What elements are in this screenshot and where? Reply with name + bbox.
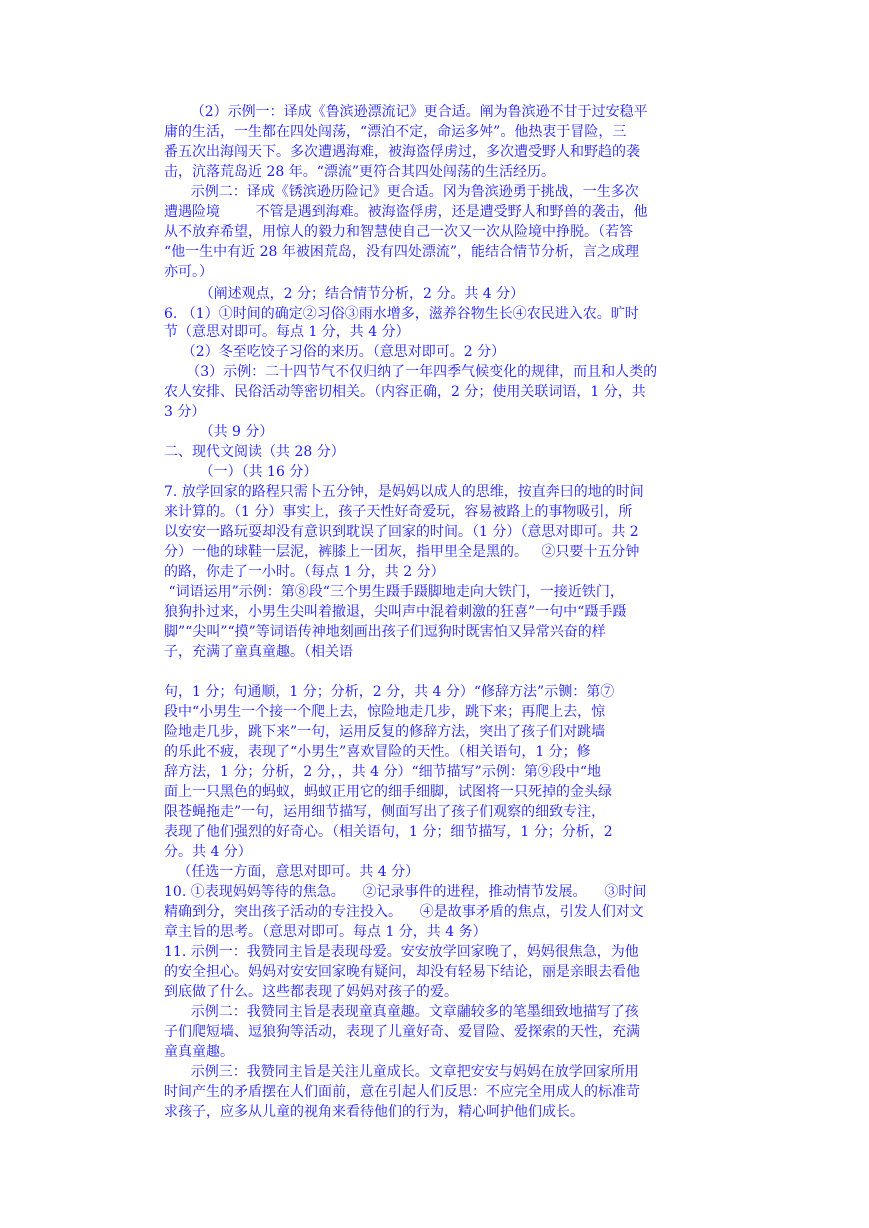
text-line: 时间产生的矛盾摆在人们面前，意在引起人们反思：不应完全用成人的标准苛 <box>164 1084 640 1100</box>
text-line: 分）一他的球鞋一层泥，裤膝上一团灰，指甲里全是黑的。 ②只要十五分钟 <box>164 544 640 560</box>
text-line: 狼狗扑过来，小男生尖叫着撤退，尖叫声中混着刺激的狂喜”一句中“蹑手蹑 <box>164 604 627 620</box>
text-line: 示例二：译成《锈滨逊历险记》更合适。冈为鲁滨逊勇于挑战，一生多次 <box>164 184 639 200</box>
section-heading: 二、现代文阅读（共 28 分） <box>164 444 345 460</box>
text-line: 子们爬短墙、逗狼狗等活动，表现了儿童好奇、爱冒险、爱探索的天性，充满 <box>164 1024 640 1040</box>
text-line: 6. （1）①时间的确定②习俗③雨水增多，滋养谷物生长④农民进入农。旷时 <box>164 306 639 322</box>
text-line: 子，充满了童真童趣。（相关语 <box>164 644 353 660</box>
text-line: 到底做了什么。这些都表现了妈妈对孩子的爱。 <box>164 984 458 1000</box>
text-line: 面上一只黑色的蚂蚁，蚂蚁正用它的细手细脚，试图将一只死掉的金头绿 <box>164 784 612 800</box>
text-line: 以安安一路玩耍却没有意识到耽误了回家的时间。（1 分）（意思对即可。共 2 <box>164 524 639 540</box>
text-line: （3）示例：二十四节气不仅归纳了一年四季气候变化的规律，而且和人类的 <box>164 364 658 380</box>
text-line: 的路，你走了一小时。（每点 1 分，共 2 分） <box>164 564 445 580</box>
text-line: 示例三：我赞同主旨是关注儿童成长。文章把安安与妈妈在放学回家所用 <box>164 1064 639 1080</box>
text-line: （阐述观点，2 分；结合情节分析，2 分。共 4 分） <box>164 286 525 302</box>
text-line: 脚”“尖叫”“摸”等词语传神地刻画出孩子们逗狗时既害怕又异常兴奋的样 <box>164 624 606 640</box>
text-line: （2）示例一：译成《鲁滨逊漂流记》更合适。阐为鲁滨逊不甘于过安稳平 <box>164 104 648 120</box>
text-line: （共 9 分） <box>164 424 274 440</box>
text-line: “他一生中有近 28 年被困荒岛，没有四处漂流”，能结合情节分析，言之成理 <box>164 244 640 260</box>
text-line: 来计算的。（1 分）事实上，孩子天性好奇爱玩，容易被路上的事物吸引，所 <box>164 504 633 520</box>
subsection-heading: （一）（共 16 分） <box>164 464 318 480</box>
text-line: 句，1 分；句通顺，1 分；分析，2 分，共 4 分）“修辞方法”示铡：第⑦ <box>164 684 615 700</box>
text-line: 节（意思对即可。每点 1 分，共 4 分） <box>164 324 410 340</box>
text-line: 庸的生活，一生都在四处闯荡，“漂泊不定，命运多舛”。他热衷于冒险，三 <box>164 124 627 140</box>
text-line: “词语运用”示例：第⑧段“三个男生蹑手蹑脚地走向大铁门，一接近铁门， <box>164 584 624 600</box>
text-line: 精确到分，突出孩子活动的专注投入。 ④是故事矛盾的焦点，引发人们对文 <box>164 904 644 920</box>
text-line: 3 分） <box>164 404 206 420</box>
text-line: 险地走几步，跳下来”一句，运用反复的修辞方法，突出了孩子们对跳墙 <box>164 724 606 740</box>
text-line: 10. ①表现妈妈等待的焦急。 ②记录事件的进程，推动情节发展。 ③时间 <box>164 884 647 900</box>
text-line: 童真童趣。 <box>164 1044 234 1060</box>
text-line: （任选一方面，意思对即可。共 4 分） <box>164 864 420 880</box>
text-line: 农人安排、民俗活动等密切相关。（内容正确，2 分；使用关联词语，1 分，共 <box>164 384 646 400</box>
text-line: 的安全担心。妈妈对安安回家晚有疑问，却没有轻易下结论，丽是亲眼去看他 <box>164 964 640 980</box>
text-line: 限苍蝇拖走”一句，运用细节描写，侧面写出了孩子们观察的细致专注， <box>164 804 606 820</box>
text-line: 求孩子，应多从儿童的视角来看待他们的行为，精心呵护他们成长。 <box>164 1104 584 1120</box>
text-line: （2）冬至吃饺子习俗的来历。（意思对即可。2 分） <box>164 344 506 360</box>
text-line: 辞方法，1 分；分析，2 分，，共 4 分）“细节描写”示例：第⑨段中“地 <box>164 764 601 780</box>
text-line: 遭遇险境 不管是遇到海难。被海盗俘虏，还是遭受野人和野兽的袭击，他 <box>164 204 648 220</box>
text-line: 段中“小男生一个接一个爬上去，惊险地走几步，跳下来；再爬上去，惊 <box>164 704 606 720</box>
text-line: 示例二：我赞同主旨是表现童真童趣。文章鬴较多的笔墨细致地描写了孩 <box>164 1004 639 1020</box>
text-line: 表现了他们强烈的好奇心。（相关语句，1 分；细节描写，1 分；分析，2 <box>164 824 613 840</box>
text-line: 从不放弃希望，用惊人的毅力和智慧使自己一次又一次从险境中挣脱。（若答 <box>164 224 633 240</box>
text-line: 的乐此不疲，表现了“小男生”喜欢冒险的天性。（相关语句，1 分；修 <box>164 744 591 760</box>
text-line: 番五次出海闯天下。多次遭遇海难，被海盗俘虏过，多次遭受野人和野趋的袭 <box>164 144 640 160</box>
text-line: 11. 示例一：我赞同主旨是表现母爱。安安放学回家晚了，妈妈很焦急，为他 <box>164 944 639 960</box>
text-line: 亦可。） <box>164 264 213 280</box>
text-line: 击，沆落荒岛近 28 年。“漂流”更符合其四处闯荡的生活经历。 <box>164 164 556 180</box>
text-line: 章主旨的思考。（意思对即可。每点 1 分，共 4 务） <box>164 924 487 940</box>
text-line: 分。共 4 分） <box>164 844 252 860</box>
text-line: 7. 放学回家的路程只需卜五分钟，是妈妈以成人的思维，按直奔曰的地的时间 <box>164 484 644 500</box>
